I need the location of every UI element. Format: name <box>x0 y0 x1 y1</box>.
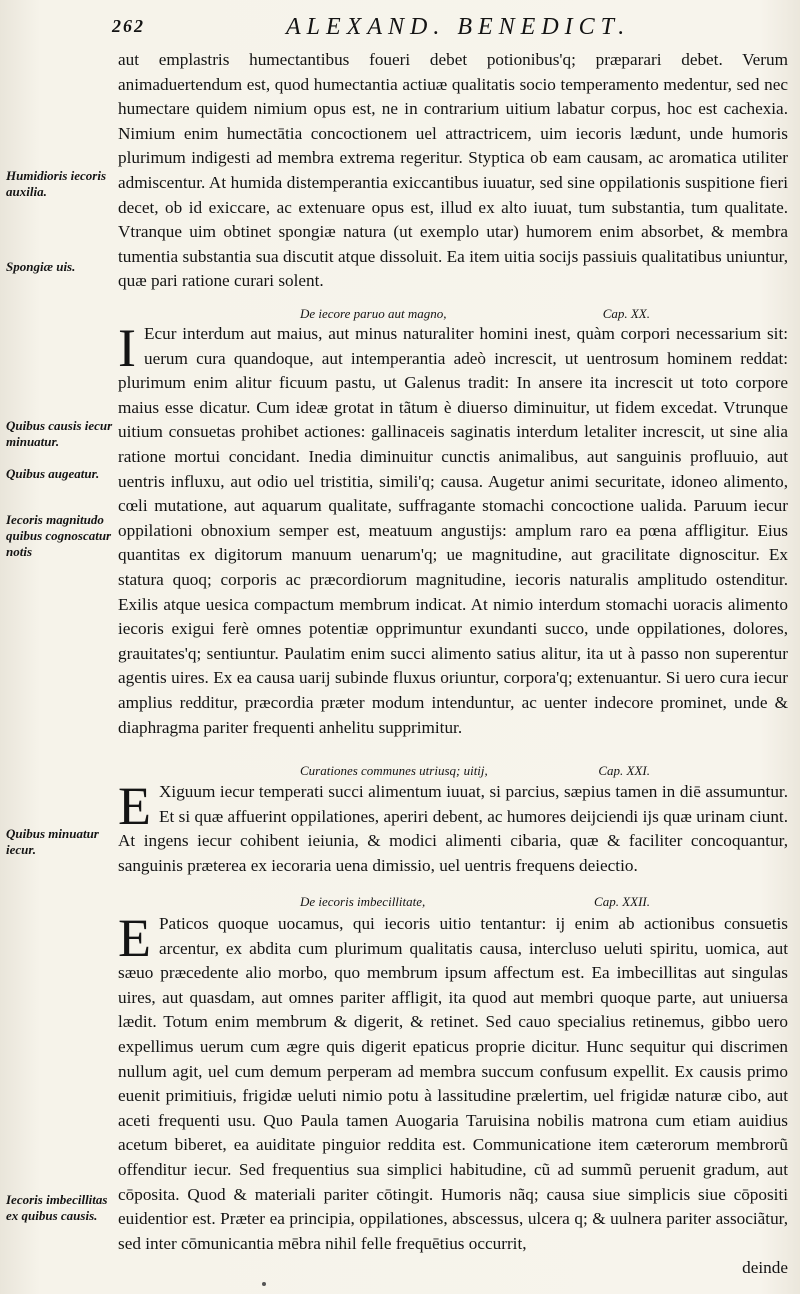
margin-note-imbecillitas: Iecoris imbecillitas ex quibus causis. <box>6 1192 108 1223</box>
continuation-paragraph <box>118 48 788 294</box>
running-head <box>96 14 796 42</box>
page-number: 262 <box>112 16 145 36</box>
drop-cap: I <box>118 318 136 378</box>
running-title: ALEXAND. BENEDICT. <box>286 14 631 40</box>
margin-note-minuatur: Quibus causis iecur minuatur. <box>6 418 113 449</box>
margin-note-augeatur: Quibus augeatur. <box>6 466 100 481</box>
chapter-21-body <box>118 776 788 878</box>
margin-note-spongiae: Spongiæ uis. <box>6 259 76 274</box>
margin-note-humidioris: Humidioris iecoris auxilia. <box>6 168 107 199</box>
ink-spot <box>262 1282 266 1286</box>
chapter-20-body <box>118 318 788 740</box>
drop-cap: E <box>118 776 151 836</box>
chapter-22-body <box>118 908 788 1281</box>
chapter-title: De iecore paruo aut magno, <box>300 306 447 321</box>
chapter-title: De iecoris imbecillitate, <box>300 894 426 909</box>
chapter-number: Cap. XX. <box>602 306 650 321</box>
chapter-number: Cap. XXI. <box>598 763 650 778</box>
drop-cap: E <box>118 908 151 968</box>
paragraph-text: Xiguum iecur temperati succi alimentum iuuat, si parcius, sæpius tamen in diē assumuntur. Et si quæ affuerint oppilationes, aperiri debent, ac humores deijciendi ijs quæ urinam ciunt. At ingens iecur cohibent ieiunia, & modici alimenti cibaria, quæ & faciliter concoquantur, sanguinis præterea ex iecoraria uena dimissio, uel uentris frequens deiectio. <box>118 782 788 875</box>
paragraph-text: aut emplastris humectantibus foueri debet potionibus'q; præparari debet. Verum animaduertendum est, quod humectantia actiuæ qualitatis socio temperamento medentur, sed nec humectare quidem nimium opus est, ne in contrarium uitium labatur corpus, hoc est cachexia. Nimium enim humectātia concoctionem uel attractricem, uim iecoris lædunt, unde humoris plurimum indigesti ad membra extrema regeritur. Styptica ob eam causam, ac aromatica utiliter admiscentur. At humida distemperantia exiccantibus iuuatur, sed sine oppilationis suspitione fieri decet, ob id exiccare, ac extenuare opus est, illud ex alto iuuat, tum substantia, tum qualitate. Vtranque uim obtinet spongiæ natura (ut exemplo utar) humorem enim absorbet, & membra tumentia substantia sua discutit atque dissoluit. Ea item uitia socijs passiuis qualitatibus uniuntur, quæ pari ratione curari solent. <box>118 50 788 291</box>
chapter-title: Curationes communes utriusq; uitij, <box>300 763 488 778</box>
margin-note-minuatur-iecur: Quibus minuatur iecur. <box>6 826 99 857</box>
chapter-heading-22 <box>300 894 780 914</box>
catchword: deinde <box>742 1258 788 1278</box>
chapter-number: Cap. XXII. <box>594 894 650 909</box>
bleed-through-text <box>14 236 17 251</box>
paragraph-text: Paticos quoque uocamus, qui iecoris uitio tentantur: ij enim ab actionibus consuetis arcentur, ex abdita cum plurimum qualitatis causa, intercluso ueluti spiritu, uomica, aut sæuo præcedente alio morbo, quo membrum ipsum affectum est. Ea imbecillitas aut singulas uires, aut quasdam, aut omnes pariter affligit, ita quod aut membri quoque parte, aut uniuersa lædit. Totum enim membrum & digerit, & retinet. Sed cauo specialius retinemus, gibbo uero expellimus uerum cum ægre quis digerit epaticus proprie dicitur. Hunc sequitur qui discrimen nullum agit, uel cum demum perperam ad membra succum confusum expellit. Ex causis primo euenit primitiuis, frigidæ ueluti nimio potu à lassitudine prælertim, uel frigidæ naturæ cibo, aut aceti frequenti usu. Quo Paula tamen Auogaria Taruisina nobilis matrona cum etiam auidius acetum biberet, ea auiditate pinguior reddita est. Communicatione item cæterorum membrorũ offenditur iecur. Sed frequentius sua simplici habitudine, cũ ad summũ peruenit gradum, aut cōposita. Quod & materiali pariter cōtingit. Humoris nãq; causa siue simplicis siue cōpositi euidentior est. Præter ea principia, oppilationes, abscessus, ulcera q; & uulnera pariter associãtur, sed inter cōmunicantia mēbra nihil felle frequētius occurrit, <box>118 914 788 1253</box>
paragraph-text: Ecur interdum aut maius, aut minus naturaliter homini inest, quàm corpori necessarium sit: uerum cura quandoque, aut intemperantia adeò increscit, ut uentrosum hominem reddat: plurimum enim alitur ficuum pastu, ut Galenus tradit: In ansere ita increscit ut toto corpore maius esse dicatur. Cum ideæ grotat in tãtum è diuerso diminuitur, ut fidem excedat. Vtrunque uitium consuetas prohibet actiones: gallinaceis saginatis interdum letaliter increscit, ut sine alia ratione mortui concidant. Inedia diminuitur cunctis animalibus, aut sanguinis profluuio, aut uentris influxu, aut odio uel tristitia, simili'q; causa. Augetur animi securitate, idoneo alimento, cœli mutatione, aut aquarum qualitate, suffragante stomachi concoctione ualida. Paruum iecur oppilationi obnoxium semper est, meatuum angustijs: amplum raro ea pœna affligitur. Eius quantitas ex digitorum manuum uenarum'q; ue magnitudine, aut gracilitate dignoscitur. Ex statura quoq; corporis ac præcordiorum magnitudine, iecoris naturalis amplitudo ostenditur. Exilis atque uesica compactum membrum indicat. At nimio interdum stomachi uoracis alimento iecoris exigui ferè omnes potentiæ opprimuntur exundanti succo, unde oppilationes, dolores, grauitates'q; sentiuntur. Paulatim enim succi alimento satius alitur, ita ut à passo non superentur agentis uires. Ex ea causa uarij subinde fluxus oriuntur, corpora'q; extenuantur. Si uero cura iecur amplius redditur, præcordia præter modum intenduntur, ac uenter indecore prominet, unde & diaphragma pariter frequenti anhelitu supprimitur. <box>118 324 788 737</box>
margin-note-magnitudo: Iecoris magnitudo quibus cognoscatur notis <box>6 512 112 559</box>
